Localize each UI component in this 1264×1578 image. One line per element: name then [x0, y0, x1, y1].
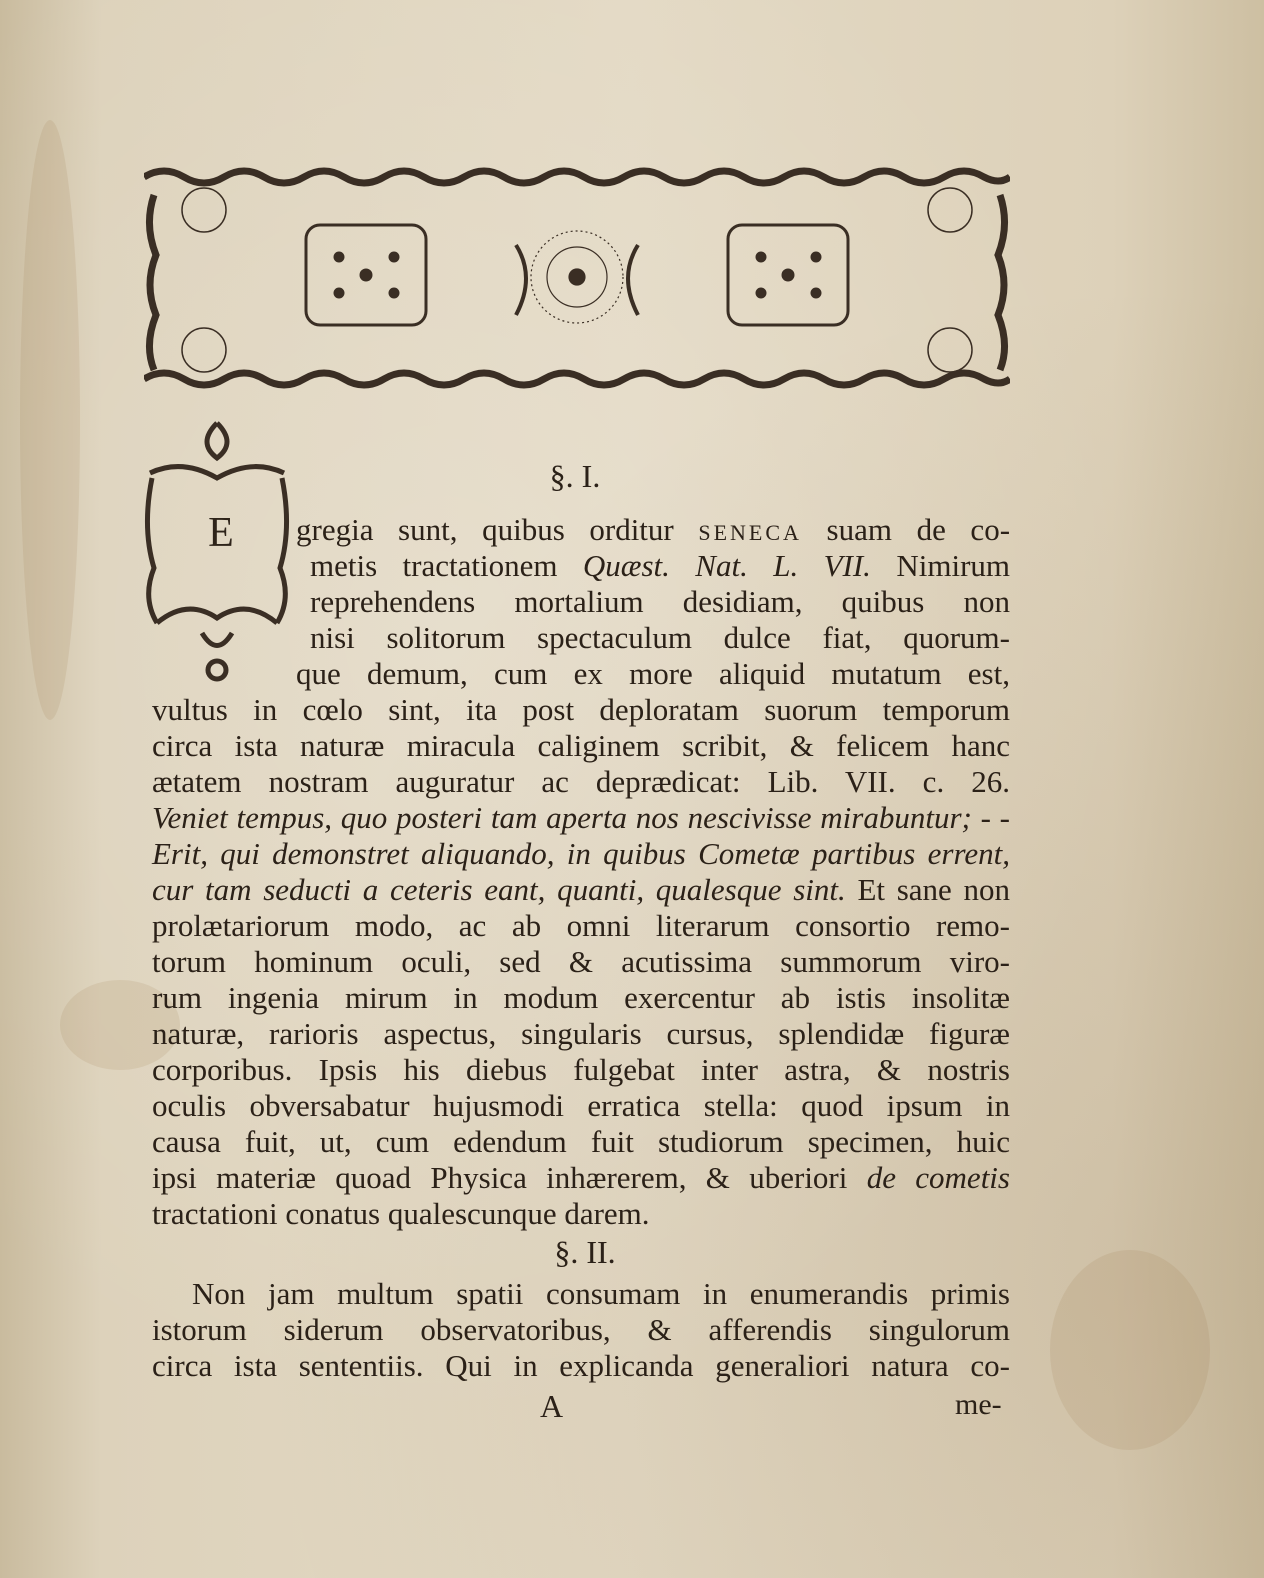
text-line-last: tractationi conatus qualescunque darem. — [152, 1196, 650, 1231]
drop-cap: E — [208, 510, 234, 556]
text-line: istorum siderum observatoribus, & afferendis singulorum — [152, 1312, 1010, 1347]
text-line: circa ista naturæ miracula caliginem scribit, & felicem hanc — [152, 728, 1010, 763]
text-line: prolætariorum modo, ac ab omni literarum consortio remo- — [152, 908, 1010, 943]
text-line: que demum, cum ex more aliquid mutatum est, — [296, 656, 1010, 691]
text-line: reprehendens mortalium desidiam, quibus non — [310, 584, 1010, 619]
text-line: Non jam multum spatii consumam in enumerandis primis — [192, 1276, 1010, 1311]
section-heading-1: §. I. — [549, 458, 601, 494]
text-line: rum ingenia mirum in modum exercentur ab istis insolitæ — [152, 980, 1010, 1015]
catchword: me- — [955, 1388, 1002, 1421]
text-line: causa fuit, ut, cum edendum fuit studiorum specimen, huic — [152, 1124, 1010, 1159]
text-line: ipsi materiæ quoad Physica inhærerem, & uberiori de cometis — [152, 1160, 1010, 1195]
text-line: oculis obversabatur hujusmodi erratica stella: quod ipsum in — [152, 1088, 1010, 1123]
text-line: ætatem nostram auguratur ac deprædicat: Lib. VII. c. 26. — [152, 764, 1010, 799]
text-line: corporibus. Ipsis his diebus fulgebat inter astra, & nostris — [152, 1052, 1010, 1087]
text-line: gregia sunt, quibus orditur SENECA suam de co- — [296, 512, 1011, 547]
section-heading-2: §. II. — [554, 1234, 616, 1270]
text-line: nisi solitorum spectaculum dulce fiat, quorum- — [310, 620, 1010, 655]
signature-mark: A — [540, 1388, 564, 1424]
stain — [1050, 1250, 1210, 1450]
text-line: metis tractationem Quæst. Nat. L. VII. Nimirum — [310, 548, 1011, 583]
text-line-italic: Erit, qui demonstret aliquando, in quibus Cometæ partibus errent, — [152, 836, 1010, 871]
headpiece-ornament — [144, 165, 1010, 395]
stain — [20, 120, 80, 720]
text-line: torum hominum oculi, sed & acutissima summorum viro- — [152, 944, 1010, 979]
text-line: circa ista sententiis. Qui in explicanda generaliori natura co- — [152, 1348, 1010, 1383]
text-line-italic: Veniet tempus, quo posteri tam aperta nos nescivisse mirabuntur; - - — [152, 800, 1010, 835]
text-line: naturæ, rarioris aspectus, singularis cursus, splendidæ figuræ — [152, 1016, 1010, 1051]
text-line: vultus in cœlo sint, ita post deploratam suorum temporum — [152, 692, 1010, 727]
text-line: cur tam seducti a ceteris eant, quanti, qualesque sint. Et sane non — [152, 872, 1010, 907]
